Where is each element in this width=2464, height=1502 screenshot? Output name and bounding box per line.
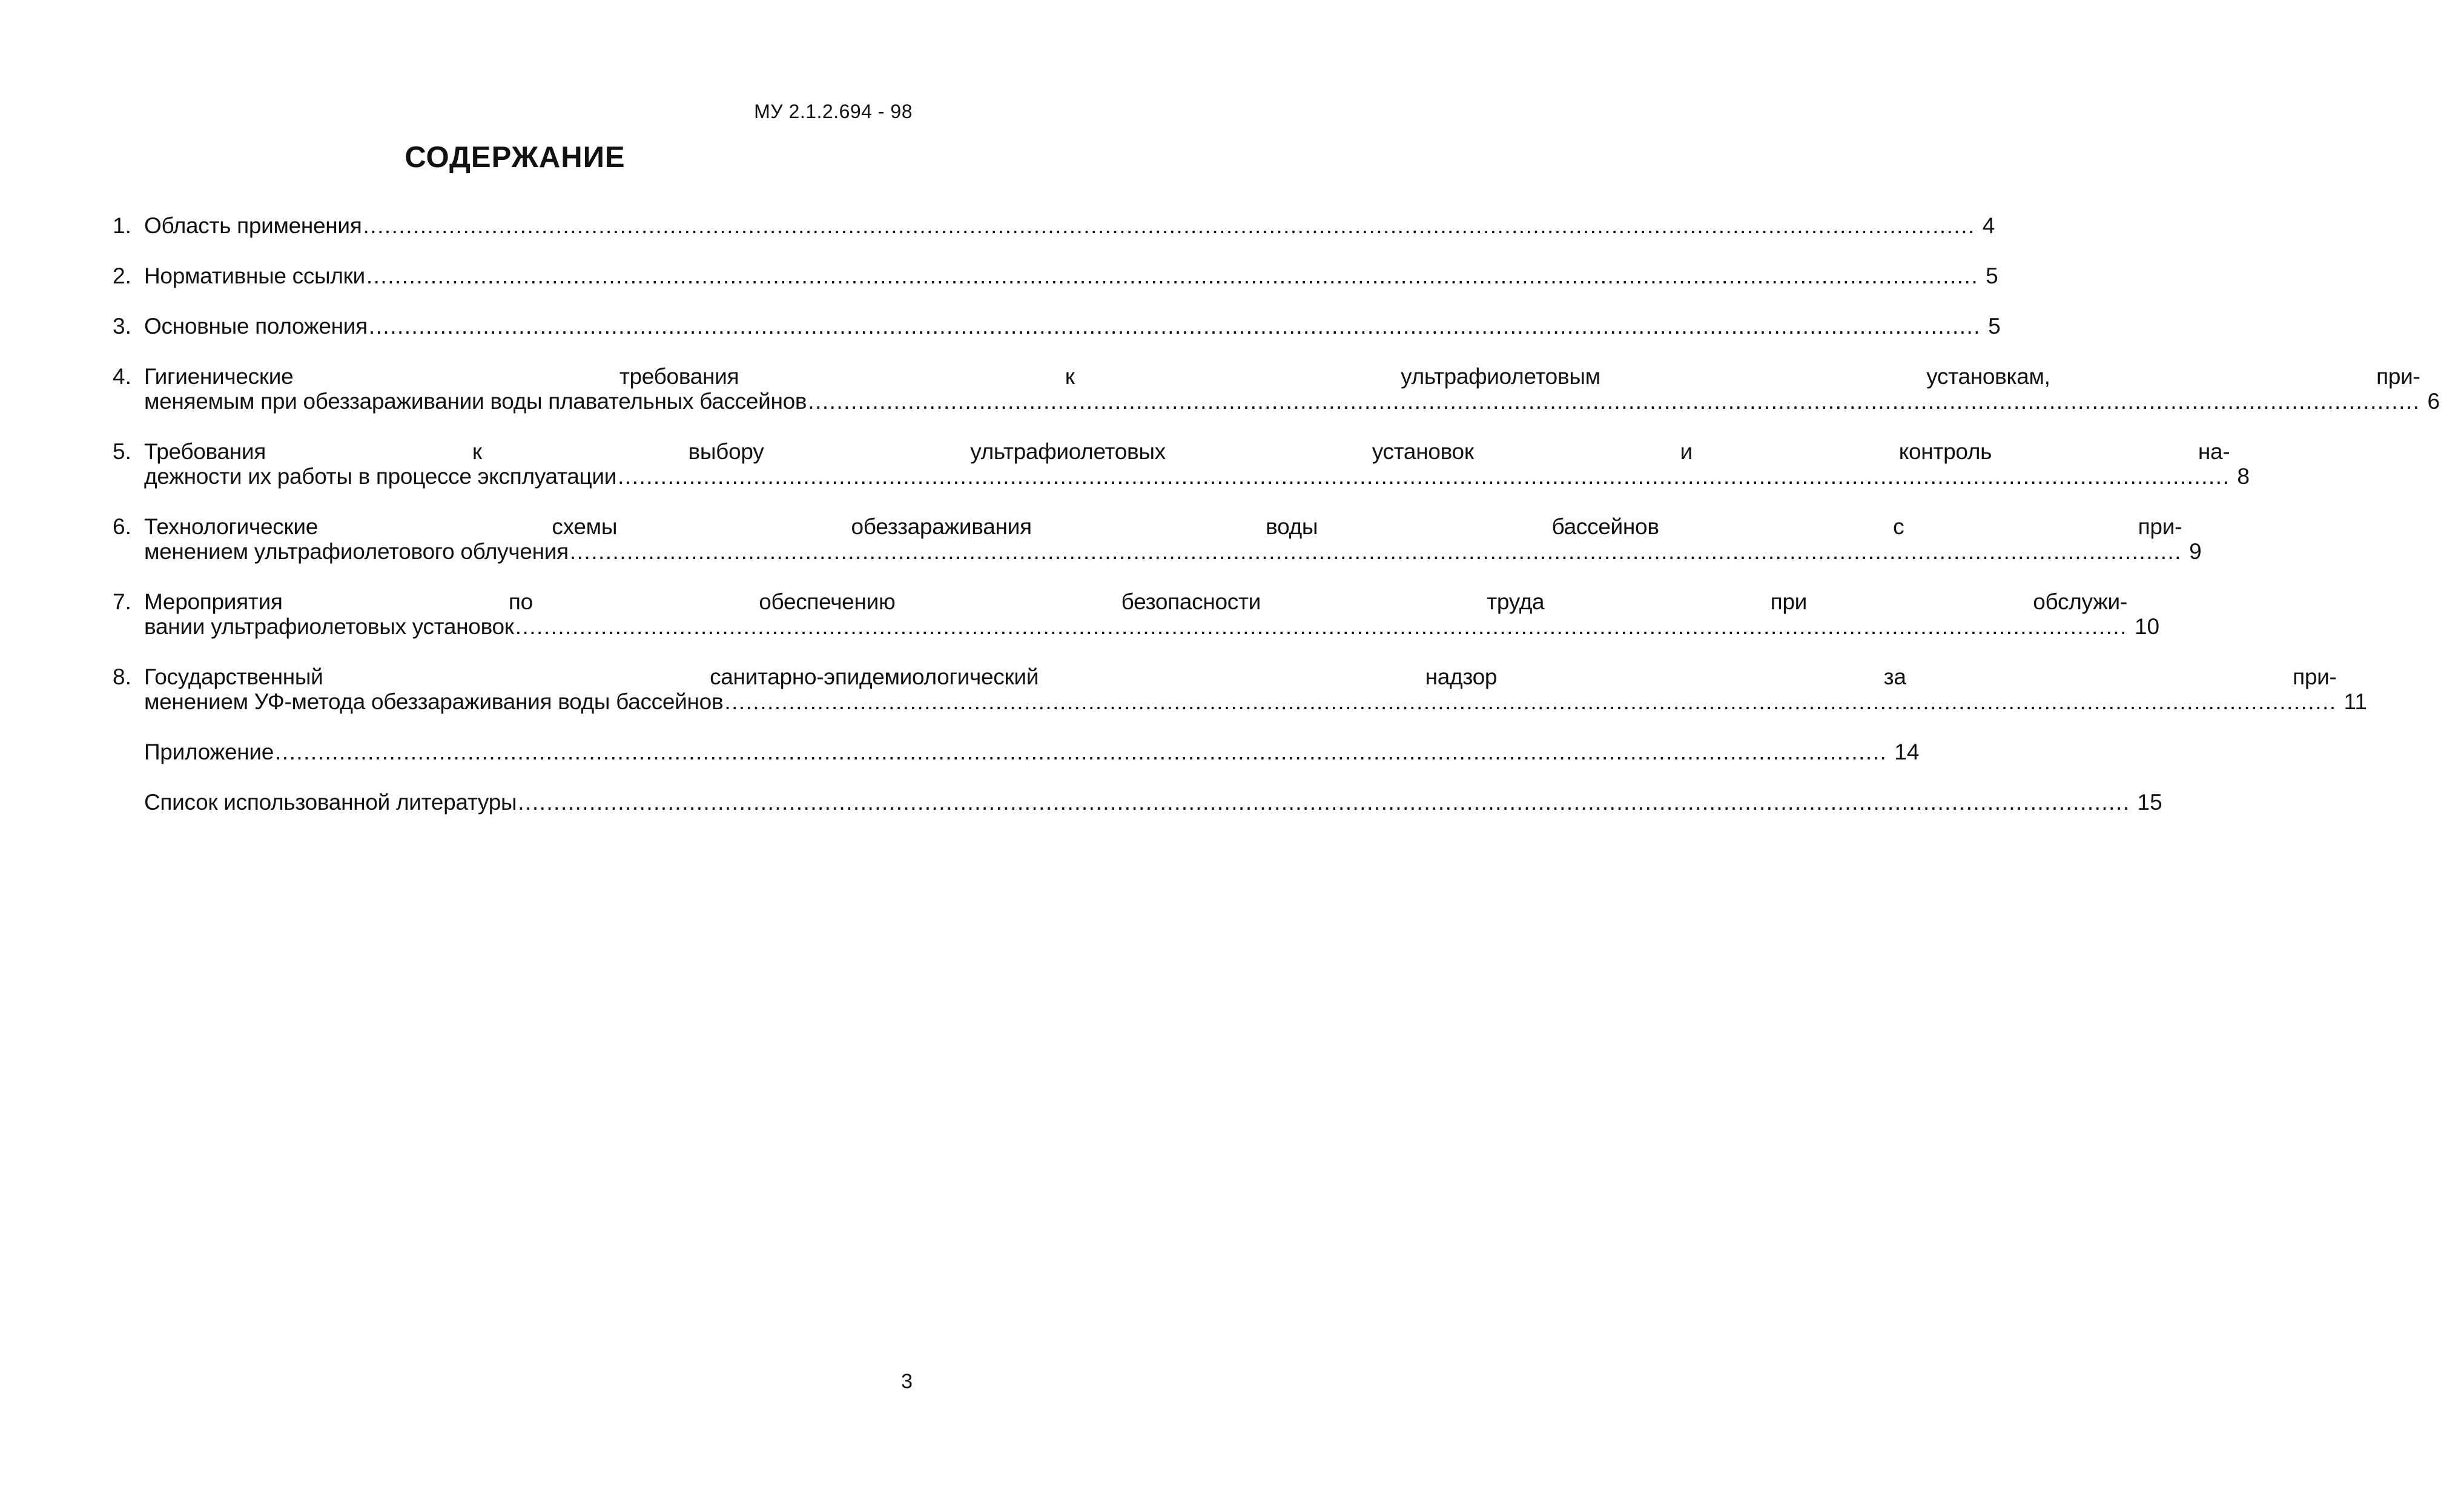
- toc-entry-body: [144, 664, 2380, 714]
- toc-entry: [113, 739, 1920, 764]
- toc-entry-last-line: [144, 314, 2024, 339]
- toc-entry-title-line: Государственный санитарно-эпидемиологический надзор за при-: [144, 664, 2337, 689]
- toc-entry-title: меняемым при обеззараживании воды плавательных бассейнов: [144, 389, 807, 414]
- page-number: 3: [901, 1370, 913, 1393]
- dot-leader: [808, 389, 2420, 414]
- toc-entry-title: Список использованной литературы: [144, 790, 517, 815]
- toc-entry-last-line: [144, 539, 2225, 564]
- toc-entry-page: 14: [1894, 739, 1920, 764]
- dot-leader: [618, 464, 2230, 489]
- toc-entry-last-line: [144, 263, 2022, 288]
- toc-entry-page: 15: [2137, 790, 2162, 815]
- toc-entry-title-line: Мероприятия по обеспечению безопасности труда при обслужи-: [144, 589, 2127, 614]
- toc-entry: [113, 263, 1998, 288]
- toc-entry-title: менением УФ-метода обеззараживания воды бассейнов: [144, 689, 724, 714]
- toc-entry-title: дежности их работы в процессе эксплуатации: [144, 464, 617, 489]
- toc-entry: [113, 213, 1995, 238]
- toc-entry: [113, 364, 2440, 414]
- toc-entry-page: 9: [2189, 539, 2202, 564]
- toc-entry-page: 5: [1988, 314, 2001, 339]
- toc-entry-number: 7.: [113, 589, 131, 614]
- toc-entry-body: [144, 739, 1931, 764]
- toc-entry-number: 6.: [113, 514, 131, 539]
- document-code: МУ 2.1.2.694 - 98: [754, 101, 913, 122]
- toc-entry-title: Нормативные ссылки: [144, 263, 365, 288]
- toc-entry-page: 5: [1986, 263, 1998, 288]
- toc-entry-last-line: [144, 689, 2380, 714]
- toc-entry-number: 8.: [113, 664, 131, 689]
- toc-entry-title-line: Требования к выбору ультрафиолетовых установок и контроль на-: [144, 439, 2230, 464]
- page-title: СОДЕРЖАНИЕ: [405, 141, 626, 174]
- toc-entry-number: 3.: [113, 314, 131, 339]
- toc-entry-page: 10: [2134, 614, 2160, 639]
- toc-entry-body: [144, 439, 2273, 489]
- toc-entry-last-line: [144, 739, 1931, 764]
- toc-entry-last-line: [144, 790, 2174, 815]
- toc-entry-page: 4: [1982, 213, 1995, 238]
- toc-entry-body: [144, 790, 2174, 815]
- dot-leader: [518, 790, 2130, 815]
- toc-entry: [113, 790, 2162, 815]
- toc-entry-page: 11: [2343, 689, 2367, 714]
- toc-entry-page: 6: [2427, 389, 2440, 414]
- toc-entry: [113, 314, 2001, 339]
- dot-leader: [275, 739, 1887, 764]
- toc-entry-last-line: [144, 389, 2464, 414]
- toc-entry-title: менением ультрафиолетового облучения: [144, 539, 569, 564]
- toc-entry-number: 4.: [113, 364, 131, 389]
- toc-entry: [113, 589, 2160, 639]
- toc-entry-title-line: Технологические схемы обеззараживания воды бассейнов с при-: [144, 514, 2182, 539]
- toc-entry-title-line: Гигиенические требования к ультрафиолетовым установкам, при-: [144, 364, 2420, 389]
- dot-leader: [570, 539, 2182, 564]
- toc-entry: [113, 514, 2202, 564]
- dot-leader: [724, 689, 2336, 714]
- toc-entry-body: [144, 514, 2225, 564]
- toc-entry-body: [144, 364, 2464, 414]
- toc-entry-number: 1.: [113, 213, 131, 238]
- toc-entry: [113, 664, 2367, 714]
- toc-entry-body: [144, 589, 2171, 639]
- toc-entry-title: Основные положения: [144, 314, 368, 339]
- toc-entry-body: [144, 213, 2019, 238]
- dot-leader: [515, 614, 2127, 639]
- toc-entry-last-line: [144, 614, 2171, 639]
- toc-entry-last-line: [144, 213, 2019, 238]
- dot-leader: [366, 263, 1978, 288]
- dot-leader: [363, 213, 1975, 238]
- toc-entry-title: вании ультрафиолетовых установок: [144, 614, 514, 639]
- toc-entry-number: 5.: [113, 439, 131, 464]
- toc-entry-title: Область применения: [144, 213, 362, 238]
- toc-entry-last-line: [144, 464, 2273, 489]
- table-of-contents: [113, 213, 2440, 840]
- toc-entry-page: 8: [2237, 464, 2250, 489]
- toc-entry-title: Приложение: [144, 739, 274, 764]
- dot-leader: [369, 314, 1981, 339]
- toc-entry-number: 2.: [113, 263, 131, 288]
- toc-entry: [113, 439, 2250, 489]
- toc-entry-body: [144, 314, 2024, 339]
- toc-entry-body: [144, 263, 2022, 288]
